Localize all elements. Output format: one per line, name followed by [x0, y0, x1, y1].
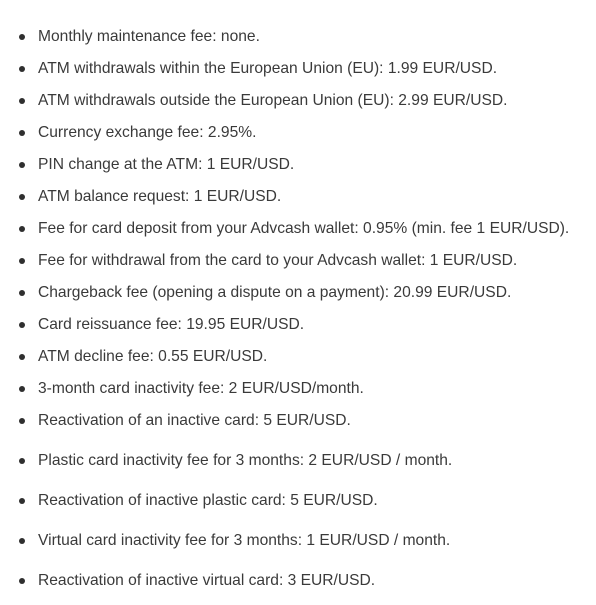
fee-text: Card reissuance fee: 19.95 EUR/USD. — [38, 316, 305, 333]
fee-item-plastic-card-inactivity — [16, 450, 596, 472]
fee-item-pin-change — [16, 154, 596, 176]
fee-item-chargeback — [16, 282, 596, 304]
fee-text: 3-month card inactivity fee: 2 EUR/USD/month. — [38, 380, 364, 397]
fee-item-atm-balance — [16, 186, 596, 208]
fee-text: Fee for withdrawal from the card to your Advcash wallet: 1 EUR/USD. — [38, 252, 518, 269]
bullet-icon — [19, 66, 25, 72]
fee-text: ATM withdrawals within the European Union (EU): 1.99 EUR/USD. — [38, 60, 498, 77]
bullet-icon — [19, 226, 25, 232]
bullet-icon — [19, 498, 25, 504]
fee-item-atm-eu — [16, 58, 596, 80]
fee-text: PIN change at the ATM: 1 EUR/USD. — [38, 156, 295, 173]
bullet-icon — [19, 194, 25, 200]
fee-item-currency-exchange — [16, 122, 596, 144]
fee-text: Plastic card inactivity fee for 3 months: 2 EUR/USD / month. — [38, 452, 453, 469]
fee-text: Currency exchange fee: 2.95%. — [38, 124, 257, 141]
bullet-icon — [19, 34, 25, 40]
bullet-icon — [19, 354, 25, 360]
fee-text: Reactivation of inactive plastic card: 5 EUR/USD. — [38, 492, 378, 509]
bullet-icon — [19, 258, 25, 264]
bullet-icon — [19, 418, 25, 424]
fee-text: Fee for card deposit from your Advcash wallet: 0.95% (min. fee 1 EUR/USD). — [38, 220, 570, 237]
fee-item-atm-outside-eu — [16, 90, 596, 112]
fee-text: ATM decline fee: 0.55 EUR/USD. — [38, 348, 268, 365]
fee-text: Monthly maintenance fee: none. — [38, 28, 260, 45]
fee-text: Virtual card inactivity fee for 3 months: 1 EUR/USD / month. — [38, 532, 451, 549]
bullet-icon — [19, 538, 25, 544]
bullet-icon — [19, 458, 25, 464]
fee-item-atm-decline — [16, 346, 596, 368]
bullet-icon — [19, 322, 25, 328]
bullet-icon — [19, 578, 25, 584]
fee-item-monthly-maintenance — [16, 26, 596, 48]
fee-item-card-deposit — [16, 218, 596, 240]
bullet-icon — [19, 386, 25, 392]
bullet-icon — [19, 130, 25, 136]
fee-text: ATM balance request: 1 EUR/USD. — [38, 188, 282, 205]
bullet-icon — [19, 162, 25, 168]
fee-item-inactive-card-reactivation — [16, 410, 596, 432]
fee-item-card-withdrawal — [16, 250, 596, 272]
bullet-icon — [19, 98, 25, 104]
fee-text: Chargeback fee (opening a dispute on a payment): 20.99 EUR/USD. — [38, 284, 512, 301]
fee-item-plastic-card-reactivation — [16, 490, 596, 512]
fee-text: Reactivation of inactive virtual card: 3 EUR/USD. — [38, 572, 376, 589]
fee-text: Reactivation of an inactive card: 5 EUR/USD. — [38, 412, 351, 429]
fee-text: ATM withdrawals outside the European Union (EU): 2.99 EUR/USD. — [38, 92, 508, 109]
bullet-icon — [19, 290, 25, 296]
fee-item-virtual-card-inactivity — [16, 530, 596, 552]
fee-item-card-reissuance — [16, 314, 596, 336]
fee-list — [0, 16, 596, 605]
fee-item-card-inactivity — [16, 378, 596, 400]
